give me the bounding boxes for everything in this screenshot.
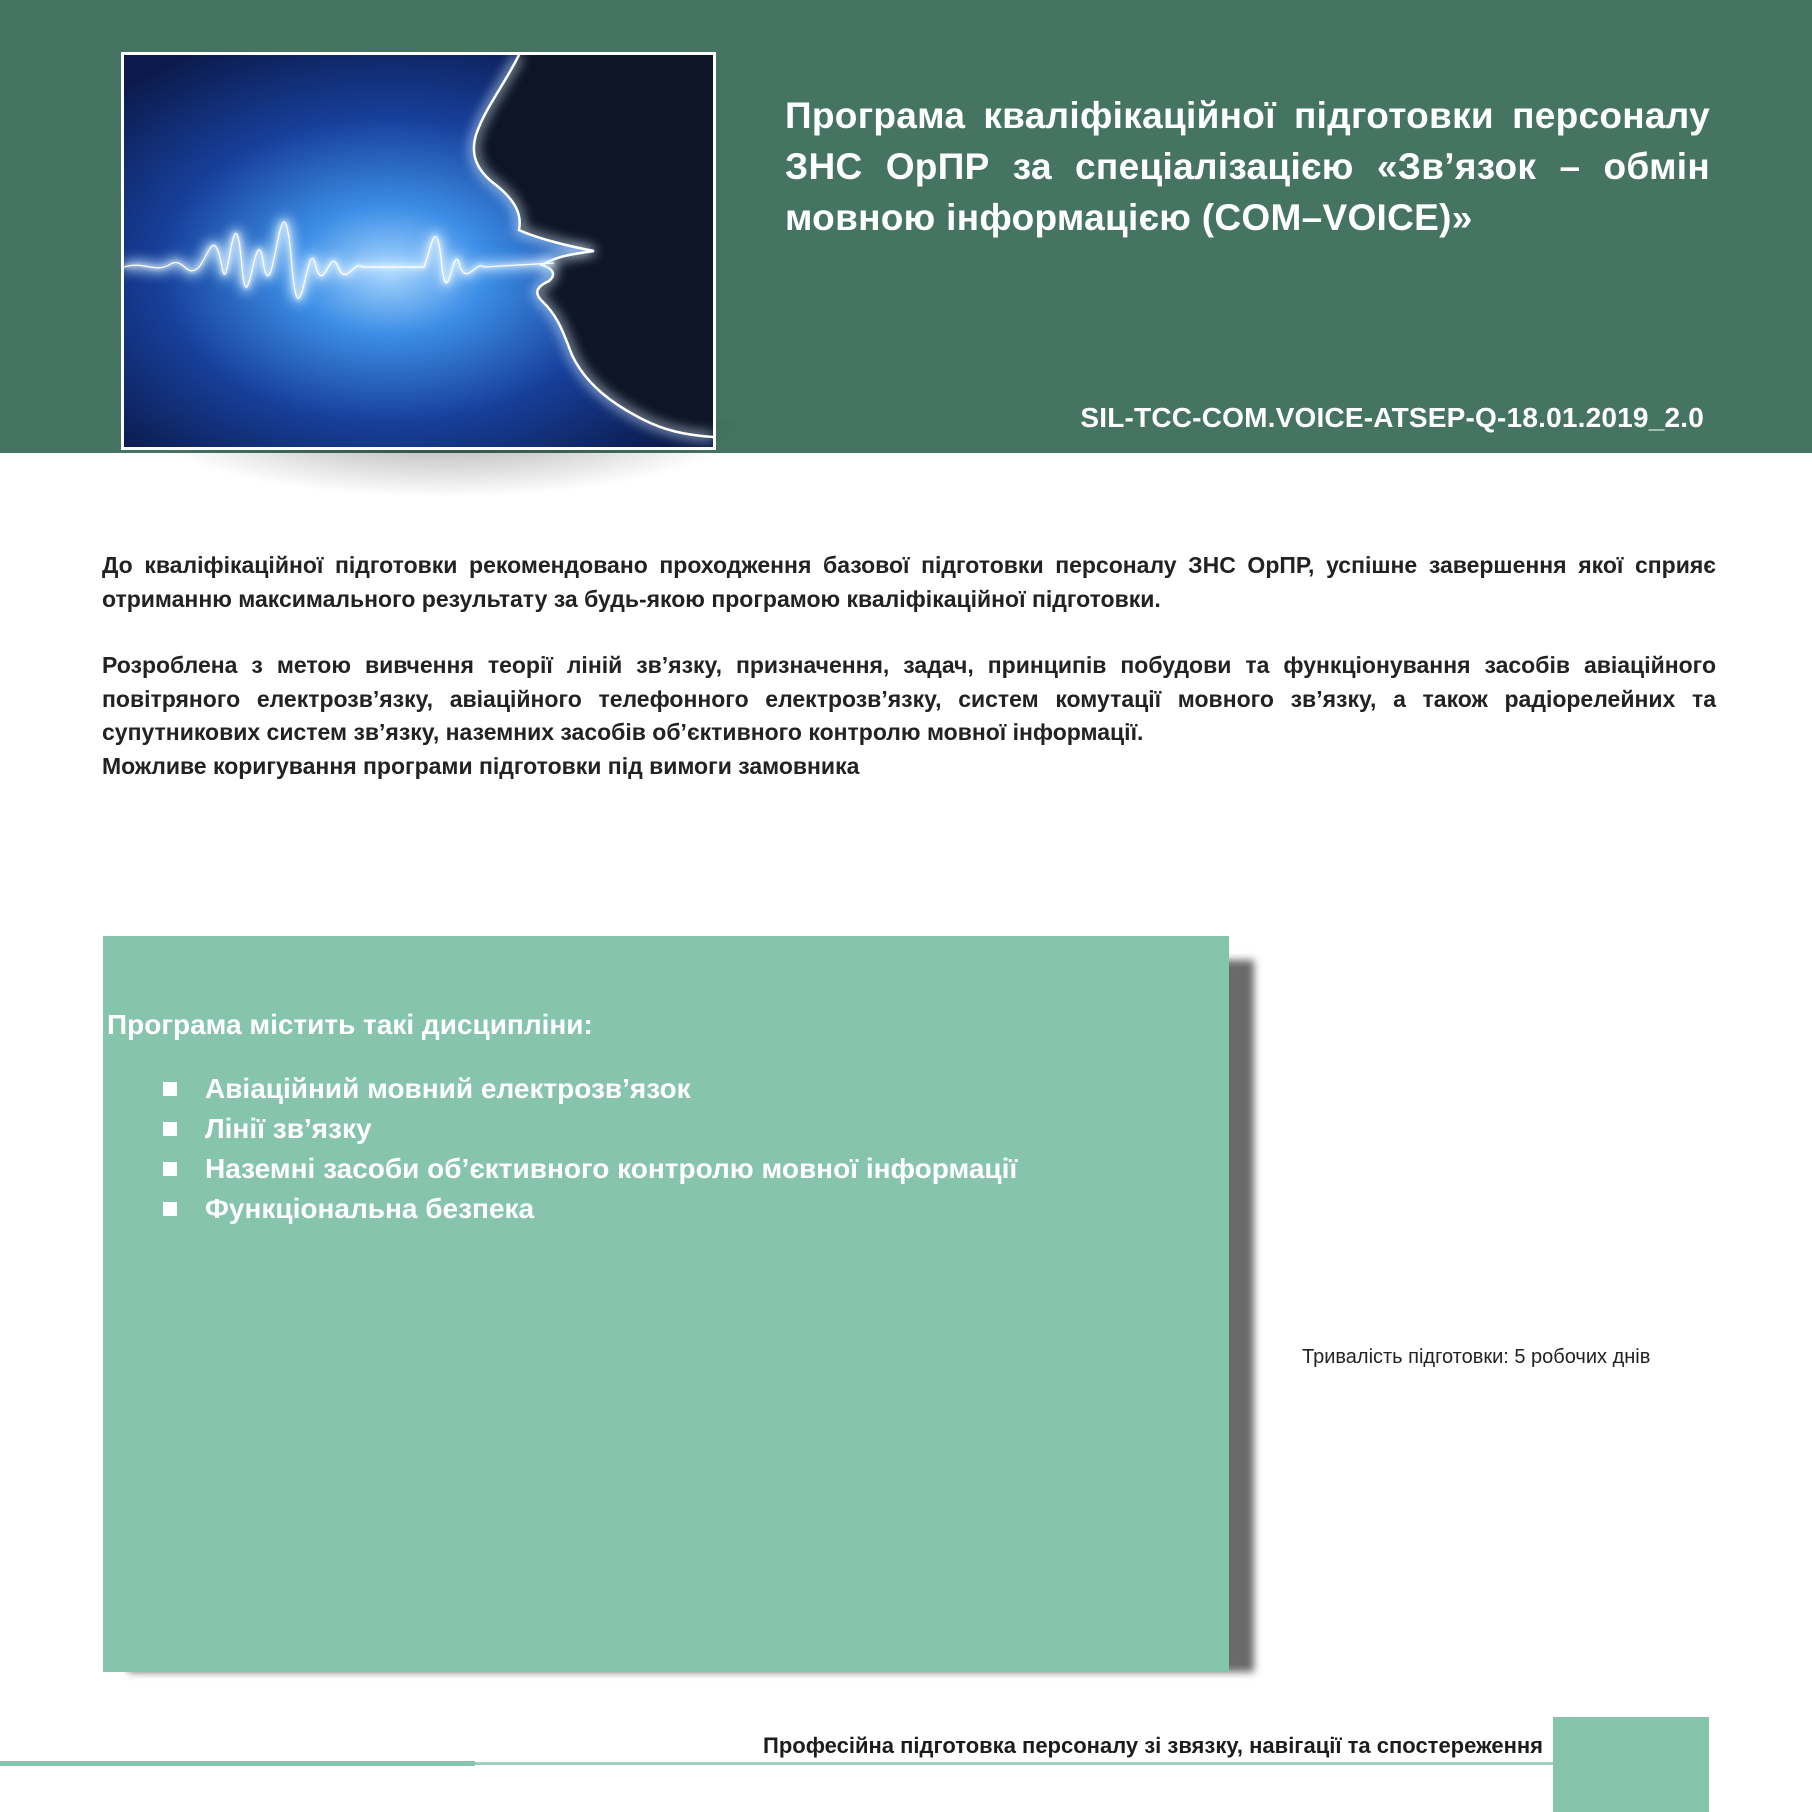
footer-divider	[0, 1761, 475, 1766]
square-bullet-icon	[163, 1122, 177, 1136]
footer-accent-block	[1553, 1717, 1709, 1812]
discipline-label: Лінії зв’язку	[205, 1113, 372, 1144]
intro-paragraph-1: До кваліфікаційної підготовки рекомендовано проходження базової підготовки персоналу ЗНС ОрПР, успішне завершення якої сприяє отриманню максимального результату за будь-якою програмою кваліфікаційної підготовки.	[102, 552, 1716, 612]
list-item	[163, 1149, 1017, 1189]
list-item	[163, 1069, 1017, 1109]
intro-paragraph-2: Розроблена з метою вивчення теорії ліній зв’язку, призначення, задач, принципів побудови та функціонування засобів авіаційного повітряного електрозв’язку, авіаційного телефонного електрозв’язку, систем комутації мовного зв’язку, а також радіорелейних та супутникових систем зв’язку, наземних засобів об’єктивного контролю мовної інформації.	[102, 652, 1716, 745]
discipline-label: Функціональна безпека	[205, 1193, 535, 1224]
footer-text: Професійна підготовка персоналу зі звязку, навігації та спостереження	[763, 1733, 1544, 1758]
voice-waveform-icon	[124, 55, 713, 447]
disciplines-box	[103, 936, 1229, 1672]
page-title: Програма кваліфікаційної підготовки персоналу ЗНС ОрПР за спеціалізацією «Зв’язок – обмін мовною інформацією (COM–VOICE)»	[785, 95, 1710, 238]
intro-paragraph-3: Можливе коригування програми підготовки під вимоги замовника	[102, 752, 860, 779]
list-item	[163, 1189, 1017, 1229]
training-duration: Тривалість підготовки: 5 робочих днів	[1302, 1346, 1651, 1368]
discipline-label: Наземні засоби об’єктивного контролю мовної інформації	[205, 1153, 1018, 1184]
hero-image	[121, 52, 716, 450]
list-item	[163, 1109, 1017, 1149]
square-bullet-icon	[163, 1082, 177, 1096]
disciplines-heading: Програма містить такі дисципліни:	[107, 1009, 593, 1040]
footer-divider-thin	[475, 1762, 1553, 1765]
intro-text	[102, 549, 1716, 783]
square-bullet-icon	[163, 1202, 177, 1216]
discipline-label: Авіаційний мовний електрозв’язок	[205, 1073, 691, 1104]
document-code: SIL-TCC-COM.VOICE-ATSEP-Q-18.01.2019_2.0	[1080, 402, 1704, 433]
disciplines-list	[163, 1069, 1017, 1229]
square-bullet-icon	[163, 1162, 177, 1176]
